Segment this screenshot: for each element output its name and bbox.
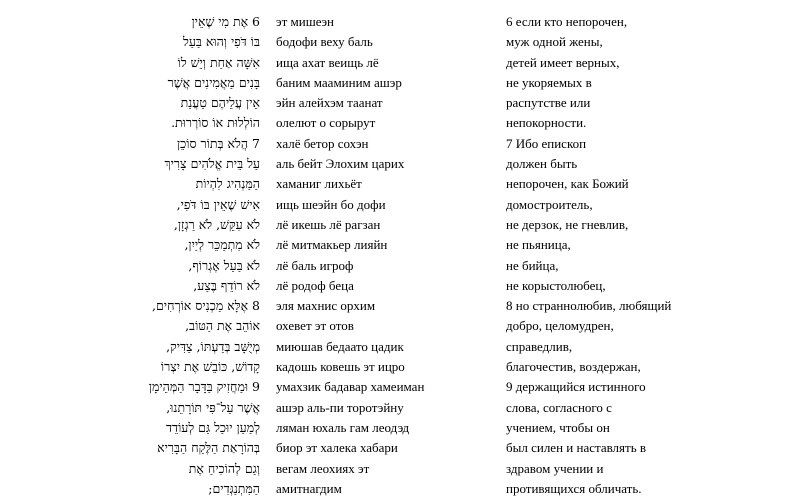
russian-line: 6 если кто непорочен, — [506, 14, 628, 29]
transliteration-line: амитнагдим — [276, 480, 342, 496]
transliteration-line: биор эт халека хабари — [276, 440, 398, 456]
russian-line: распутстве или — [506, 95, 591, 111]
transliteration-line: эля махнис орхим — [276, 298, 376, 314]
hebrew-line: 9 וּמַחֲזִיק בַּדָּבָר הַמְּהֵימָן — [148, 379, 260, 395]
russian-line: 9 держащийся истинного — [506, 379, 646, 395]
russian-line: не пьяница, — [506, 237, 571, 253]
transliteration-line: эйн алейхэм таанат — [276, 95, 383, 111]
hebrew-line: לֹא רוֹדֵף בֶּצַע, — [193, 277, 260, 293]
hebrew-line: אִשָּׁה אַחַת וְיֵשׁ לוֹ — [177, 54, 260, 70]
hebrew-line: בְּהוֹרָאַת הַלֶּקַח הַבָּרִיא — [157, 440, 260, 456]
hebrew-line: אֵין עֲלֵיהֶם טַעֲנַת — [180, 95, 260, 111]
transliteration-line: лё баль игроф — [276, 257, 354, 273]
russian-line: благочестив, воздержан, — [506, 359, 641, 375]
russian-line: учением, чтобы он — [506, 419, 610, 435]
transliteration-line: бодофи веху баль — [276, 34, 373, 50]
russian-line: противящихся обличать. — [506, 480, 642, 496]
transliteration-line: миюшав бедаато цадик — [276, 338, 404, 354]
transliteration-line: ища ахат веищь лё — [276, 54, 379, 70]
hebrew-column — [120, 12, 260, 499]
russian-line: добро, целомудрен, — [506, 318, 614, 334]
transliteration-line: хаманиг лихьёт — [276, 176, 362, 192]
transliteration-line: ляман юхаль гам леодэд — [276, 419, 410, 435]
transliteration-line: олелют о сорырут — [276, 115, 376, 131]
hebrew-line: 6 אֶת מִי שֶׁאֵין — [191, 14, 260, 29]
russian-line: не укоряемых в — [506, 74, 592, 90]
transliteration-line: ашэр аль-пи торотэйну — [276, 399, 404, 415]
transliteration-line: лё митмакьер лияйн — [276, 237, 388, 253]
russian-line: 8 но страннолюбив, любящий — [506, 298, 672, 314]
russian-line: должен быть — [506, 156, 578, 172]
hebrew-line: לֹא בַּעַל אֶגְרוֹף, — [188, 257, 260, 273]
transliteration-line: баним мааминим ашэр — [276, 74, 402, 90]
hebrew-line: עַל בֵּית אֱלֹהִים צָרִיךְ — [164, 156, 260, 172]
hebrew-line: הַמַּנְהִיג לִהְיוֹת — [195, 176, 260, 192]
hebrew-line: לֹא מִתְמַכֵּר לְיַיִן, — [184, 237, 260, 253]
hebrew-line: וְגַם לְהוֹכִיחַ אֶת — [188, 460, 260, 476]
russian-line: непорочен, как Божий — [506, 176, 629, 192]
hebrew-line: בּוֹ דֹּפִי וְהוּא בַּעַל — [182, 34, 260, 50]
russian-line: непокорности. — [506, 115, 587, 131]
russian-line: 7 Ибо епископ — [506, 135, 587, 151]
russian-column — [506, 12, 776, 499]
russian-line: домостроитель, — [506, 196, 593, 212]
russian-line: справедлив, — [506, 338, 573, 354]
russian-line: не корыстолюбец, — [506, 277, 606, 293]
russian-line: не бийца, — [506, 257, 559, 273]
hebrew-line: אֲשֶׁר עַל־פִּי תּוֹרָתֵנוּ, — [166, 399, 260, 415]
russian-line: детей имеет верных, — [506, 54, 620, 70]
hebrew-line: בָּנִים מַאֲמִינִים אֲשֶׁר — [167, 74, 260, 90]
hebrew-line: הַמִּתְנַגְּדִים; — [208, 480, 260, 496]
russian-line: муж одной жены, — [506, 34, 603, 50]
transliteration-line: ищь шеэйн бо дофи — [276, 196, 386, 212]
transliteration-line: охевет эт отов — [276, 318, 354, 334]
hebrew-line: מְיֻשָּׁב בְּדַעְתּוֹ, צַדִּיק, — [166, 338, 260, 354]
transliteration-line: кадошь ковешь эт ицро — [276, 359, 405, 375]
hebrew-line: קָדוֹשׁ, כּוֹבֵשׁ אֶת יִצְרוֹ — [160, 359, 260, 375]
hebrew-line: אִישׁ שֶׁאֵין בּוֹ דֹּפִי, — [176, 196, 260, 212]
transliteration-line: вегам леохиях эт — [276, 460, 370, 476]
hebrew-line: אוֹהֵב אֶת הַטּוֹב, — [185, 318, 260, 334]
transliteration-line: лё икешь лё рагзан — [276, 216, 381, 232]
hebrew-line: לֹא עִקֵּשׁ, לֹא רַגְזָן, — [173, 216, 260, 232]
transliteration-line: эт мишеэн — [276, 14, 335, 29]
hebrew-line: 7 הֲלֹא בְּתוֹר סוֹכֵן — [176, 135, 260, 151]
russian-line: слова, согласного с — [506, 399, 612, 415]
hebrew-line: 8 אֶלָּא מַכְנִיס אוֹרְחִים, — [152, 298, 260, 314]
russian-line: не дерзок, не гневлив, — [506, 216, 629, 232]
transliteration-line: аль бейт Элохим царих — [276, 156, 405, 172]
hebrew-line: הוֹלְלוּת אוֹ סוֹרְרוּת. — [171, 115, 260, 131]
russian-line: был силен и наставлять в — [506, 440, 647, 456]
russian-line: здравом учении и — [506, 460, 604, 476]
hebrew-line: לְמַעַן יוּכַל גַּם לְעוֹדֵד — [166, 419, 260, 435]
transliteration-line: халё бетор сохэн — [276, 135, 369, 151]
transliteration-line: умахзик бадавар хамеиман — [276, 379, 425, 395]
transliteration-column — [276, 12, 476, 499]
transliteration-line: лё родоф беца — [276, 277, 354, 293]
